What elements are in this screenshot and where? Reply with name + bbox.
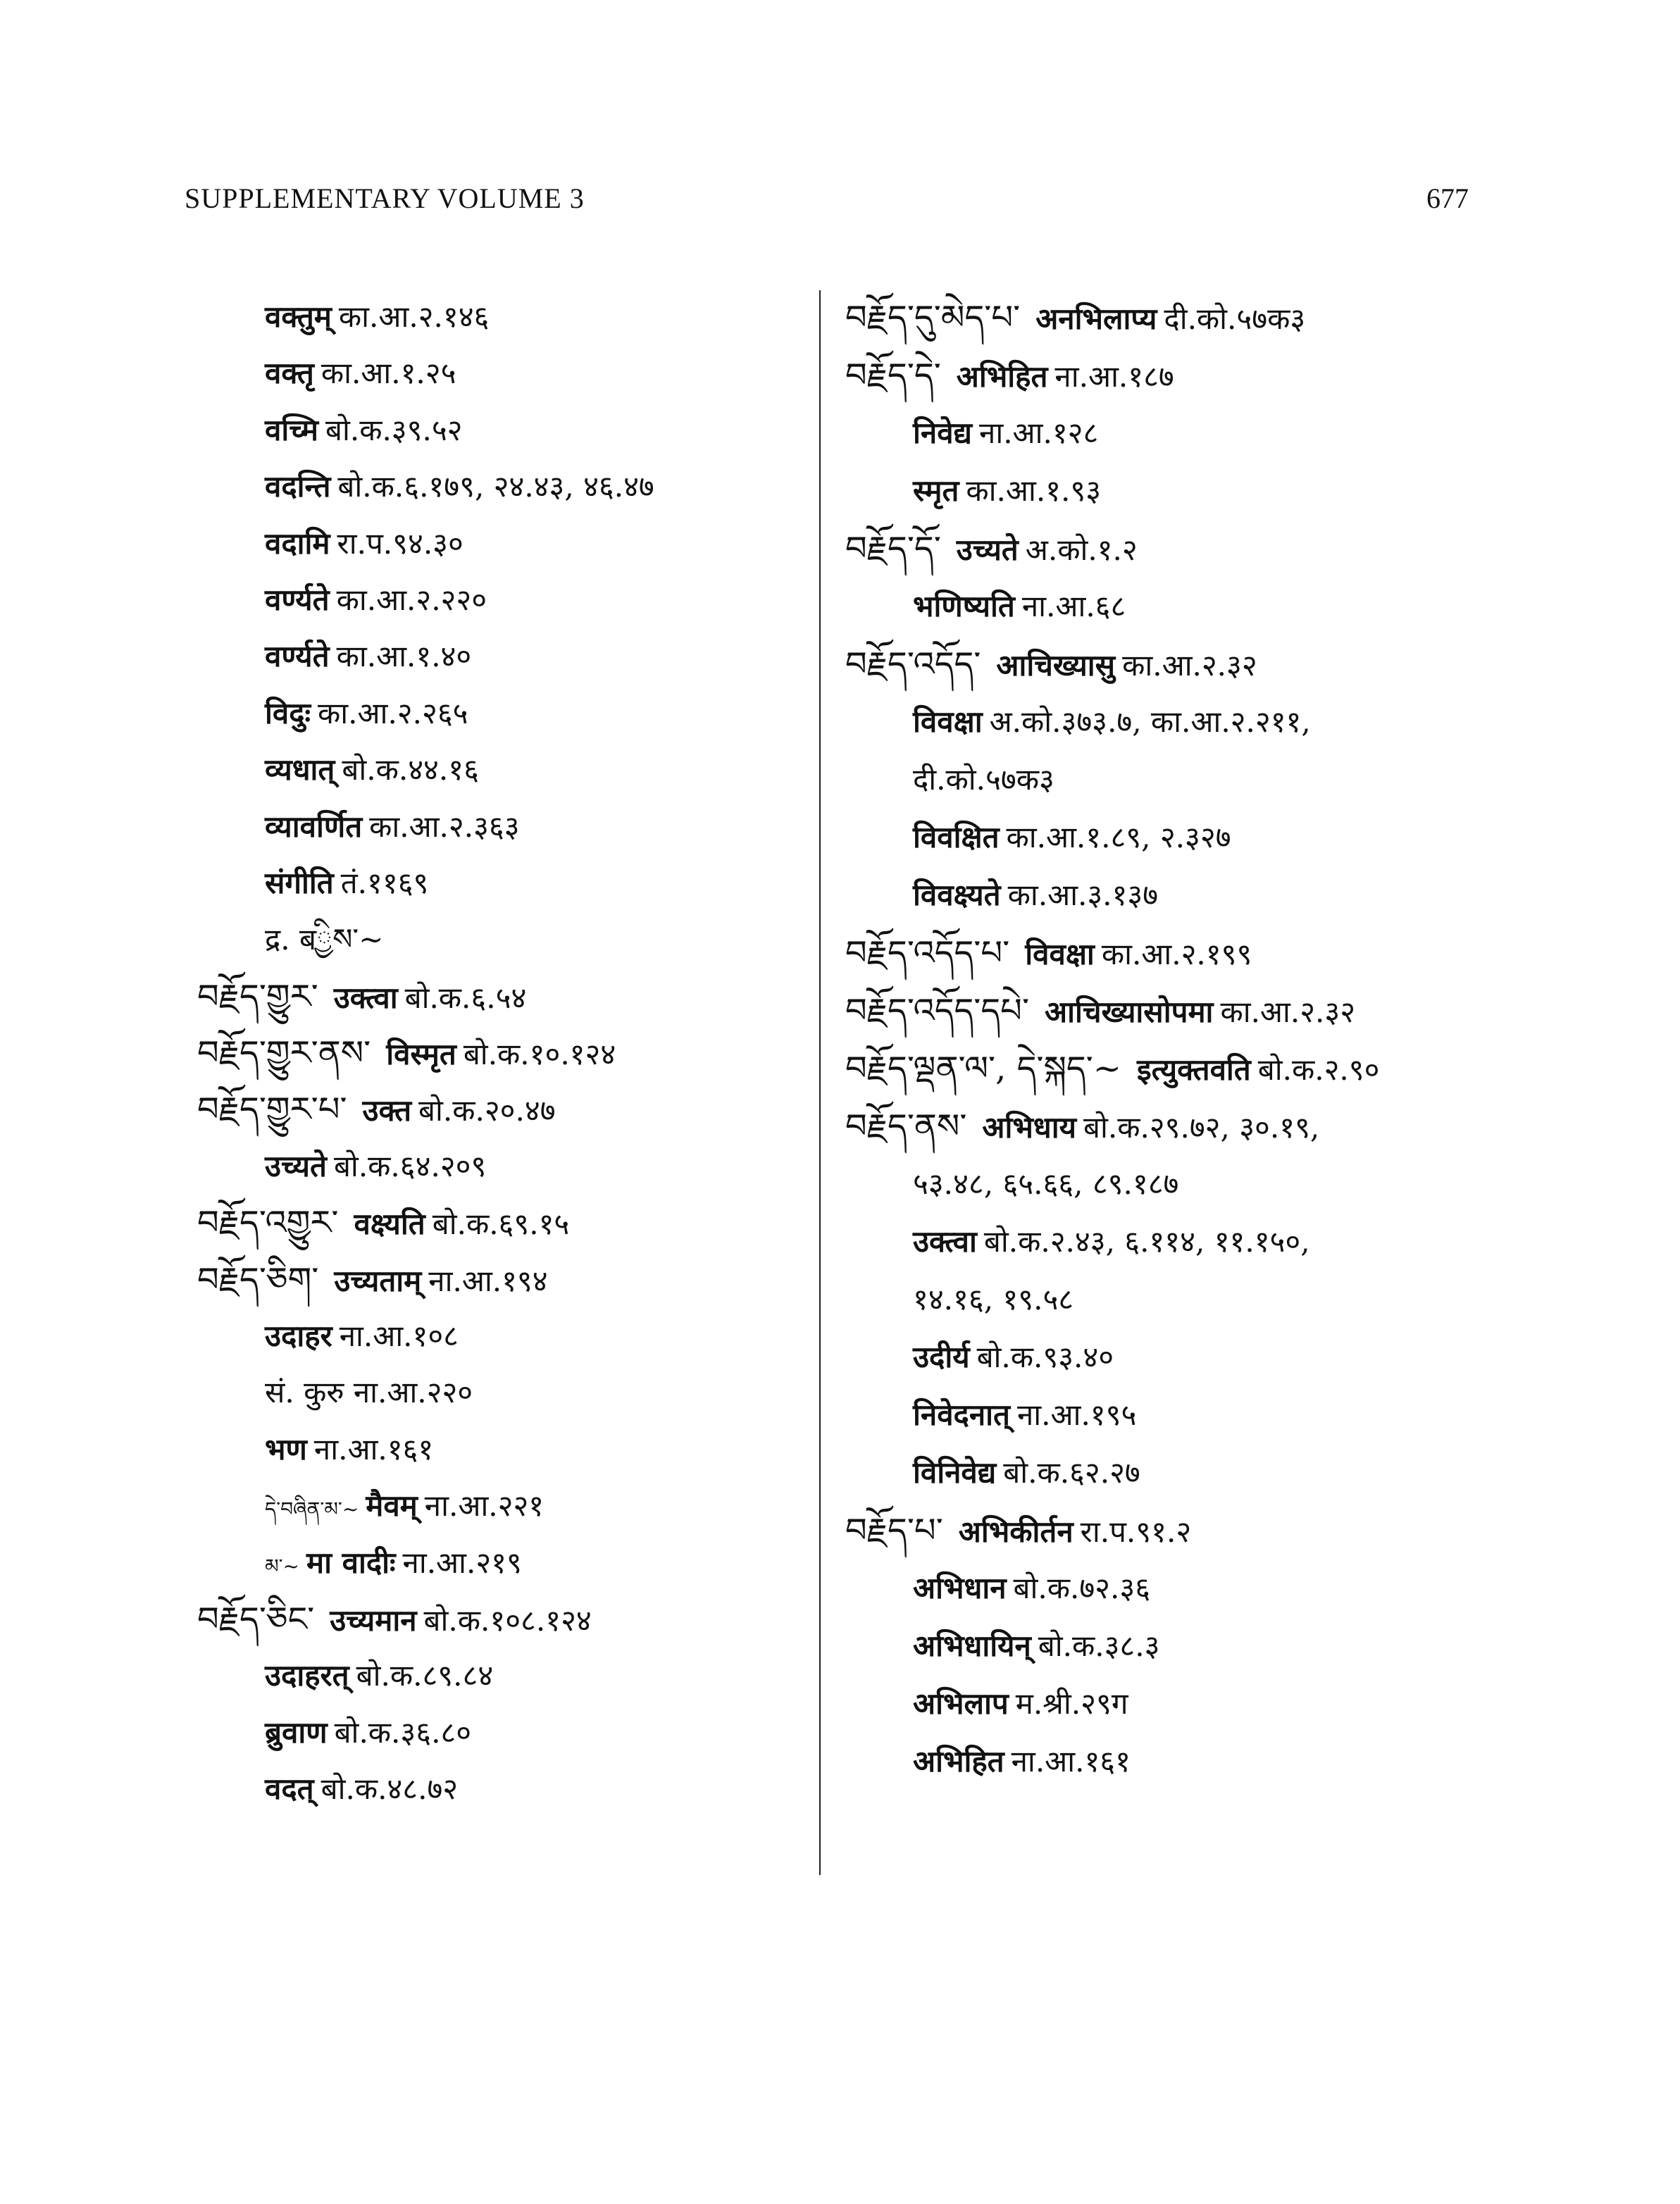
dictionary-headword-line [845,1040,1493,1097]
sanskrit-equivalent: विनिवेद्य [913,1455,997,1490]
sanskrit-equivalent: भणिष्यति [913,589,1015,623]
source-reference: का.आ.१.९३ [966,473,1102,508]
source-reference: रा.प.९१.२ [1080,1514,1192,1549]
source-reference: का.आ.२.३२ [1220,995,1356,1029]
source-reference: ना.आ.२१९ [402,1545,522,1580]
sanskrit-equivalent: विवक्षित [913,820,1000,854]
sanskrit-equivalent: आचिख्यासोपमा [1045,995,1214,1029]
source-reference: का.आ.१.२५ [321,356,456,391]
source-reference: ना.आ.१६१ [1011,1744,1131,1779]
sanskrit-equivalent: विवक्ष्यते [913,878,1001,912]
dictionary-subentry-line [197,459,803,515]
dictionary-headword-line [845,347,1493,404]
source-reference: ना.आ.१०८ [339,1319,459,1354]
sanskrit-equivalent: अभिहित [956,359,1048,394]
source-reference: बो.क.२९.७२, ३०.१९, [1083,1110,1320,1145]
sanskrit-equivalent: उदाहर [265,1319,332,1354]
source-reference: बो.क.७२.३६ [1013,1571,1151,1605]
source-reference: रा.प.९४.३० [337,525,463,561]
sanskrit-equivalent: अभिधान [913,1571,1007,1605]
dictionary-headword-line [197,1081,803,1138]
dictionary-subentry-line [845,404,1493,462]
source-reference: १४.१६, १९.५८ [913,1282,1074,1316]
source-reference: बो.क.६.१७९, २४.४३, ४६.४७ [337,469,654,504]
dictionary-subentry-line [845,1386,1493,1444]
sanskrit-equivalent: वक्ष्यति [354,1207,425,1242]
dictionary-subentry-line [845,462,1493,520]
dictionary-subentry-line [845,578,1493,635]
source-reference: का.आ.२.२२० [336,582,487,617]
sanskrit-equivalent: उच्यते [956,533,1019,567]
sanskrit-equivalent: अभिधायिन् [913,1629,1031,1663]
dictionary-subentry-line [197,1308,803,1364]
tibetan-term: བརྗོད་པ་ [845,1511,943,1550]
source-reference: बो.क.६४.२०९ [333,1148,487,1183]
tibetan-term: བརྗོད་དུ་མེད་པ་ [845,298,1021,337]
tibetan-term: བརྗོད་དོ་ [845,529,941,568]
source-reference: का.आ.१.४० [336,639,472,674]
right-column [845,289,1493,1791]
dictionary-subentry-line [845,1155,1493,1213]
dictionary-subentry-line [197,1705,803,1761]
dictionary-headword-line [845,1097,1493,1155]
sanskrit-equivalent: उक्त्वा [333,980,398,1015]
source-reference: बो.क.९३.४० [976,1340,1114,1374]
source-reference: बो.क.२०.४७ [418,1093,556,1128]
tibetan-term: བརྗོད་གྱུར་ནས་ [197,1033,371,1073]
dictionary-subentry-line [845,1733,1493,1791]
source-reference: ना.आ.१६१ [313,1431,434,1467]
source-reference: ना.आ.१९४ [428,1263,548,1298]
sanskrit-equivalent: वदन्ति [265,469,331,504]
dictionary-subentry-line [197,1364,803,1421]
tibetan-term: བརྗོད་ཅིང་ [197,1599,315,1639]
dictionary-headword-line [845,982,1493,1040]
sanskrit-equivalent: वदत् [265,1772,314,1807]
tibetan-term: བརྗོད་དེ་ [845,356,941,395]
sanskrit-equivalent: वर्ण्यते [265,582,330,617]
source-reference: बो.क.३९.५२ [325,412,463,447]
dictionary-headword-line [845,289,1493,347]
dictionary-subentry-line [845,1213,1493,1271]
sanskrit-equivalent: उक्त्वा [913,1224,977,1259]
source-reference: अ.को.१.२ [1025,533,1138,567]
sanskrit-equivalent: स्मृत [913,473,959,508]
dictionary-subentry-line [197,516,803,572]
column-divider [819,290,821,1875]
sanskrit-equivalent: उदीर्य [913,1340,970,1374]
dictionary-subentry-line [197,1478,803,1534]
dictionary-subentry-line [845,809,1493,866]
tibetan-term: བརྗོད་ནས་ [845,1107,967,1146]
tibetan-term: བརྗོད་ལྡན་ལ་, དེ་སྐད་~ [845,1049,1121,1088]
source-reference: तं.११६९ [340,865,429,900]
source-reference: का.आ.२.३२ [1122,648,1257,683]
dictionary-subentry-line [197,742,803,798]
source-reference: ना.आ.१९५ [1016,1397,1137,1432]
source-reference: का.आ.२.३६३ [369,809,520,844]
source-reference: बो.क.२.९० [1257,1052,1380,1087]
running-head: SUPPLEMENTARY VOLUME 3 [185,182,585,214]
dictionary-subentry-line [845,1617,1493,1675]
tibetan-term: བརྗོད་འགྱུར་ [197,1203,339,1243]
source-reference: ५३.४८, ६५.६६, ८९.१८७ [913,1166,1179,1201]
dictionary-subentry-line [197,1761,803,1817]
dictionary-subentry-line [197,1535,803,1591]
tibetan-term: བརྗོད་འདོད་པ་ [845,933,1010,973]
dictionary-subentry-line [845,1675,1493,1733]
sanskrit-equivalent: वदामि [265,525,330,561]
source-reference: बो.क.४८.७२ [321,1772,459,1807]
source-reference: सं. कुरु ना.आ.२२० [265,1375,473,1410]
dictionary-subentry-line [197,402,803,459]
source-reference: का.आ.३.१३७ [1007,878,1159,912]
sanskrit-equivalent: वक्तृ [265,356,314,391]
sanskrit-equivalent: उच्यताम् [334,1263,422,1298]
source-reference: बो.क.४४.१६ [342,752,479,787]
source-reference: अ.को.३७३.७, का.आ.२.२११, [989,704,1311,739]
sanskrit-equivalent: वच्मि [265,412,318,447]
sanskrit-equivalent: विवक्षा [913,704,983,739]
dictionary-subentry-line [845,866,1493,924]
dictionary-headword-line [845,924,1493,982]
source-reference: दी.को.५७क३ [913,762,1054,797]
source-reference: का.आ.२.१४६ [338,299,490,334]
dictionary-subentry-line [197,345,803,401]
dictionary-headword-line [197,1252,803,1308]
source-reference: द्र. बྱིས་~ [265,922,384,957]
tibetan-term: བརྗོད་ཅིག་ [197,1259,319,1300]
dictionary-subentry-line [197,572,803,628]
sanskrit-equivalent: मा वादीः [306,1545,396,1580]
tibetan-term: མ་~ [265,1554,299,1578]
dictionary-subentry-line [845,1559,1493,1617]
sanskrit-equivalent: निवेदनात् [913,1397,1010,1432]
page-header [185,182,1469,224]
source-reference: दी.को.५७क३ [1164,301,1306,336]
left-column [197,289,803,1818]
dictionary-subentry-line [197,1138,803,1195]
tibetan-term: བརྗོད་གྱུར་པ་ [197,1090,347,1130]
source-reference: ना.आ.२२१ [424,1488,545,1524]
dictionary-subentry-line [197,855,803,911]
source-reference: बो.क.६.५४ [404,980,527,1015]
source-reference: ना.आ.६८ [1021,589,1126,623]
sanskrit-equivalent: निवेद्य [913,416,973,450]
dictionary-subentry-line [845,1328,1493,1386]
sanskrit-equivalent: उदाहरत् [265,1658,349,1693]
source-reference: ना.आ.१२८ [979,416,1099,450]
dictionary-headword-line [845,1502,1493,1559]
sanskrit-equivalent: अभिहित [913,1744,1004,1779]
dictionary-headword-line [197,1591,803,1648]
tibetan-term: བརྗོད་གྱུར་ [197,976,318,1016]
source-reference: बो.क.३८.३ [1038,1629,1160,1663]
sanskrit-equivalent: ब्रुवाण [265,1714,328,1750]
source-reference: बो.क.६९.१५ [432,1207,570,1242]
source-reference: म.श्री.२९ग [1015,1686,1128,1721]
dictionary-subentry-line [845,693,1493,751]
dictionary-subentry-line [197,799,803,855]
sanskrit-equivalent: उक्त [362,1093,412,1128]
source-reference: बो.क.६२.२७ [1003,1455,1140,1490]
sanskrit-equivalent: उच्यते [265,1148,327,1183]
sanskrit-equivalent: विस्मृत [386,1037,456,1072]
tibetan-term: བརྗོད་འདོད་ [845,645,981,684]
page-number: 677 [1426,182,1469,214]
source-reference: बो.क.८९.८४ [356,1658,494,1693]
dictionary-headword-line [845,635,1493,693]
dictionary-subentry-line [197,1421,803,1478]
dictionary-headword-line [197,969,803,1025]
sanskrit-equivalent: व्यधात् [265,752,335,787]
sanskrit-equivalent: अभिलाप [913,1686,1009,1721]
dictionary-subentry-line [197,911,803,968]
tibetan-term: དེ་བཞིན་མ་~ [265,1498,359,1521]
sanskrit-equivalent: भण [265,1431,307,1467]
sanskrit-equivalent: अभिधाय [982,1110,1076,1145]
source-reference: का.आ.१.८९, २.३२७ [1006,820,1231,854]
sanskrit-equivalent: आचिख्यासु [996,648,1116,683]
sanskrit-equivalent: व्यावर्णित [265,809,363,844]
source-reference: बो.क.१०.१२४ [463,1037,616,1072]
dictionary-subentry-line [197,685,803,742]
sanskrit-equivalent: मैवम् [366,1488,418,1524]
dictionary-headword-line [845,520,1493,578]
dictionary-subentry-line [197,1648,803,1704]
sanskrit-equivalent: अभिकीर्तन [958,1514,1074,1549]
dictionary-subentry-line [197,628,803,685]
source-reference: ना.आ.१८७ [1054,359,1174,394]
sanskrit-equivalent: वक्तुम् [265,299,332,334]
dictionary-headword-line [197,1025,803,1081]
sanskrit-equivalent: वर्ण्यते [265,639,330,674]
sanskrit-equivalent: विदुः [265,695,311,730]
sanskrit-equivalent: अनभिलाप्य [1035,301,1157,336]
sanskrit-equivalent: उच्यमान [330,1602,417,1638]
dictionary-subentry-line [845,751,1493,809]
source-reference: बो.क.२.४३, ६.११४, ११.१५०, [983,1224,1310,1259]
sanskrit-equivalent: विवक्षा [1025,937,1095,971]
tibetan-term: བརྗོད་འདོད་དཔེ་ [845,991,1030,1031]
sanskrit-equivalent: इत्युक्तवति [1136,1052,1251,1087]
source-reference: का.आ.२.१९९ [1101,937,1252,971]
source-reference: बो.क.१०८.१२४ [423,1602,592,1638]
dictionary-subentry-line [845,1271,1493,1328]
dictionary-subentry-line [845,1444,1493,1502]
sanskrit-equivalent: संगीति [265,865,334,900]
source-reference: का.आ.२.२६५ [318,695,468,730]
dictionary-headword-line [197,1195,803,1251]
dictionary-subentry-line [197,289,803,345]
source-reference: बो.क.३६.८० [334,1714,472,1750]
